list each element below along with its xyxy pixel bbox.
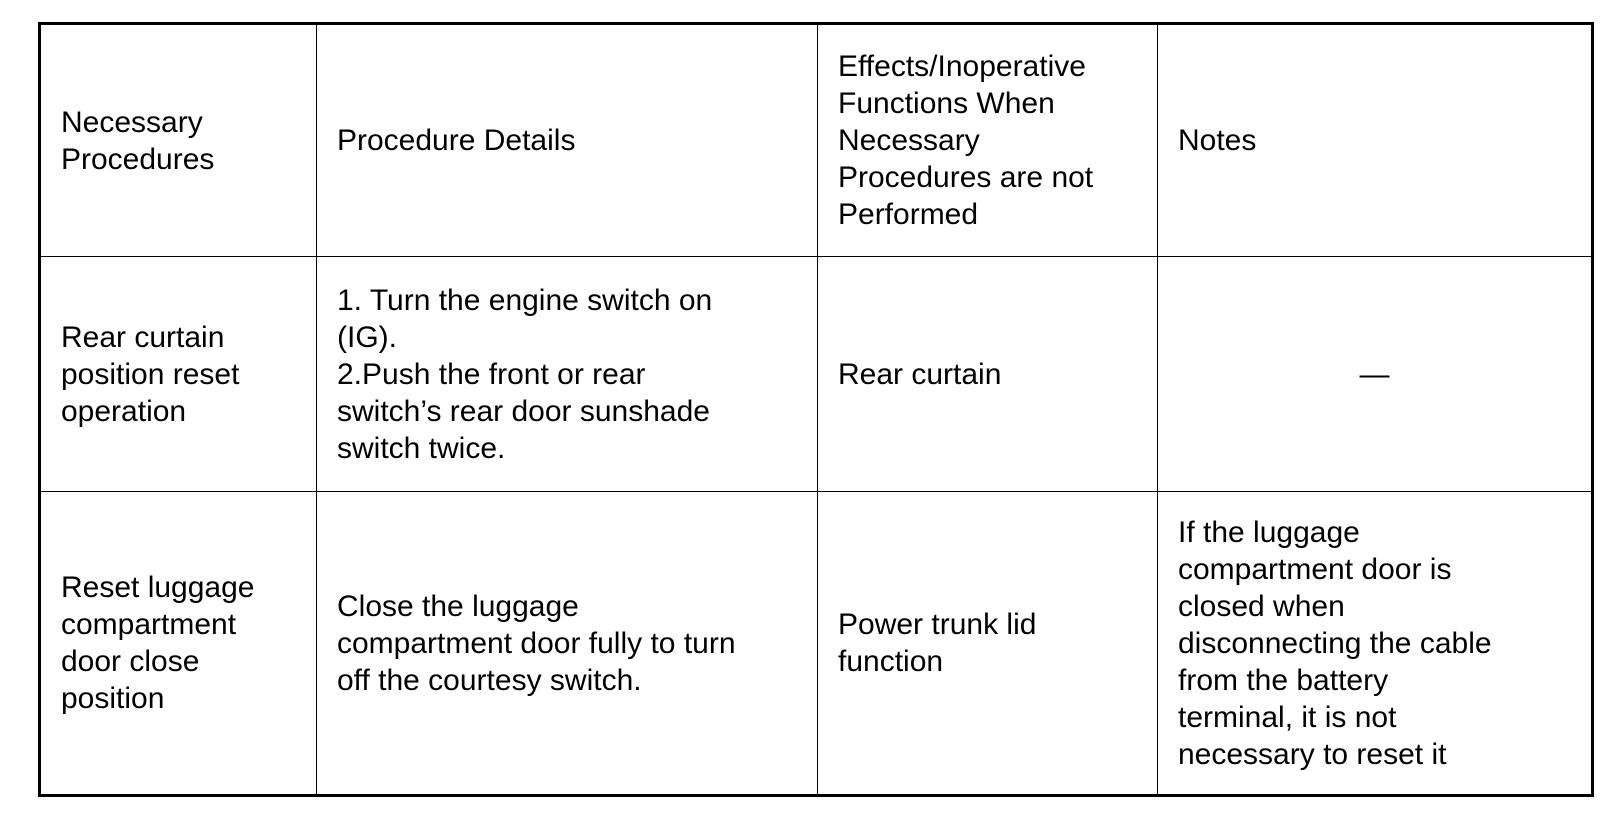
header-procedure-details: Procedure Details — [317, 24, 818, 257]
procedures-table — [38, 22, 1594, 797]
header-necessary-procedures: Necessary Procedures — [40, 24, 317, 257]
cell-effects: Rear curtain — [818, 257, 1158, 492]
cell-notes: If the luggage compartment door is closed when disconnecting the cable from the battery terminal, it is not necessary to reset it — [1158, 492, 1593, 796]
table-header-row — [40, 24, 1593, 257]
header-notes: Notes — [1158, 24, 1593, 257]
table-row — [40, 257, 1593, 492]
table-row — [40, 492, 1593, 796]
cell-procedure: Reset luggage compartment door close position — [40, 492, 317, 796]
cell-notes: — — [1158, 257, 1593, 492]
cell-effects: Power trunk lid function — [818, 492, 1158, 796]
cell-details: Close the luggage compartment door fully to turn off the courtesy switch. — [317, 492, 818, 796]
header-effects-inoperative-functions: Effects/Inoperative Functions When Necessary Procedures are not Performed — [818, 24, 1158, 257]
cell-details: 1. Turn the engine switch on (IG). 2.Push the front or rear switch’s rear door sunshade switch twice. — [317, 257, 818, 492]
cell-procedure: Rear curtain position reset operation — [40, 257, 317, 492]
